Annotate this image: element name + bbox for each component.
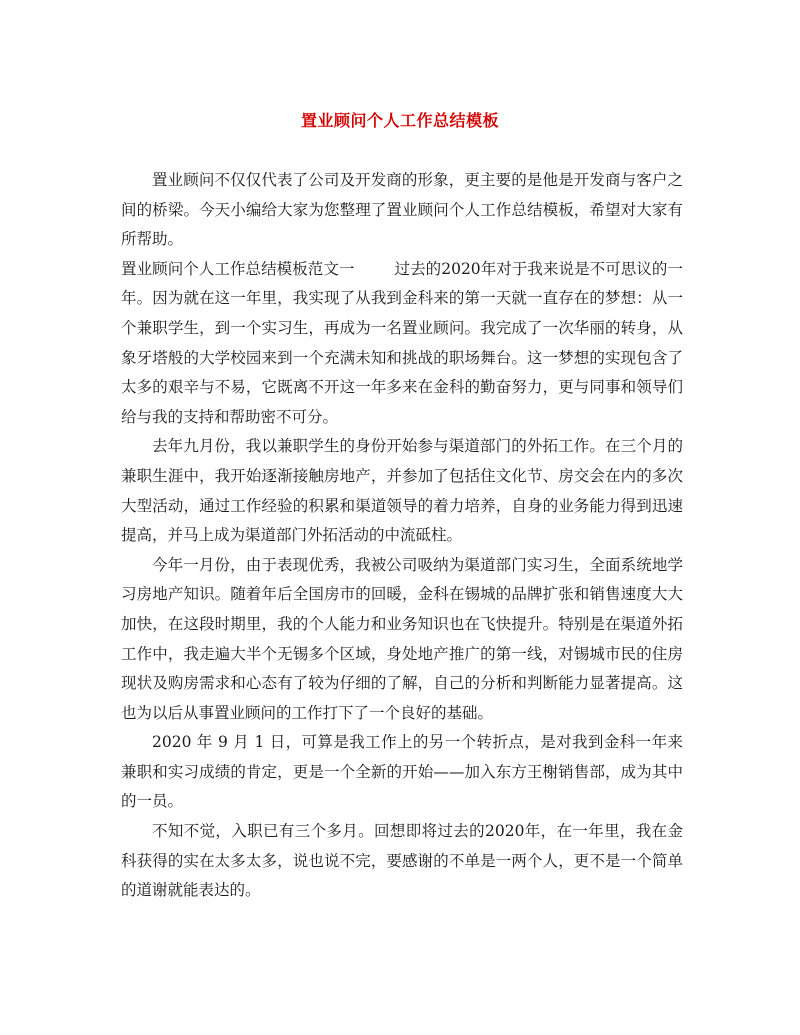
- paragraph-3: 今年一月份，由于表现优秀，我被公司吸纳为渠道部门实习生，全面系统地学习房地产知识。随着年后全国房市的回暖，金科在锡城的品牌扩张和销售速度大大加快，在这段时期里，我的个人能力和业务知识也在飞快提升。特别是在渠道外拓工作中，我走遍大半个无锡多个区域，身处地产推广的第一线，对锡城市民的住房现状及购房需求和心态有了较为仔细的了解，自己的分析和判断能力显著提高。这也为以后从事置业顾问的工作打下了一个良好的基础。: [121, 555, 683, 722]
- section-heading: 置业顾问个人工作总结模板范文一: [121, 259, 355, 278]
- paragraph-2: 去年九月份，我以兼职学生的身份开始参与渠道部门的外拓工作。在三个月的兼职生涯中，我开始逐渐接触房地产，并参加了包括住文化节、房交会在内的多次大型活动，通过工作经验的积累和渠道领导的着力培养，自身的业务能力得到迅速提高，并马上成为渠道部门外拓活动的中流砥柱。: [121, 437, 683, 545]
- paragraph-5: 不知不觉，入职已有三个多月。回想即将过去的2020年，在一年里，我在金科获得的实在太多太多，说也说不完，要感谢的不单是一两个人，更不是一个简单的道谢就能表达的。: [121, 822, 683, 900]
- section-first-paragraph: [121, 255, 683, 433]
- paragraph-1-text: 过去的2020年对于我来说是不可思议的一年。因为就在这一年里，我实现了从我到金科来的第一天就一直存在的梦想：从一个兼职学生，到一个实习生，再成为一名置业顾问。我完成了一次华丽的转身，从象牙塔般的大学校园来到一个充满未知和挑战的职场舞台。这一梦想的实现包含了太多的艰辛与不易，它既离不开这一年多来在金科的勤奋努力，更与同事和领导们给与我的支持和帮助密不可分。: [121, 259, 683, 426]
- document-title: 置业顾问个人工作总结模板: [300, 111, 499, 130]
- intro-paragraph: 置业顾问不仅仅代表了公司及开发商的形象，更主要的是他是开发商与客户之间的桥梁。今天小编给大家为您整理了置业顾问个人工作总结模板，希望对大家有所帮助。: [121, 171, 683, 249]
- document-body: [121, 166, 683, 906]
- paragraph-4: 2020 年 9 月 1 日，可算是我工作上的另一个转折点，是对我到金科一年来兼职和实习成绩的肯定，更是一个全新的开始——加入东方王榭销售部，成为其中的一员。: [121, 733, 683, 811]
